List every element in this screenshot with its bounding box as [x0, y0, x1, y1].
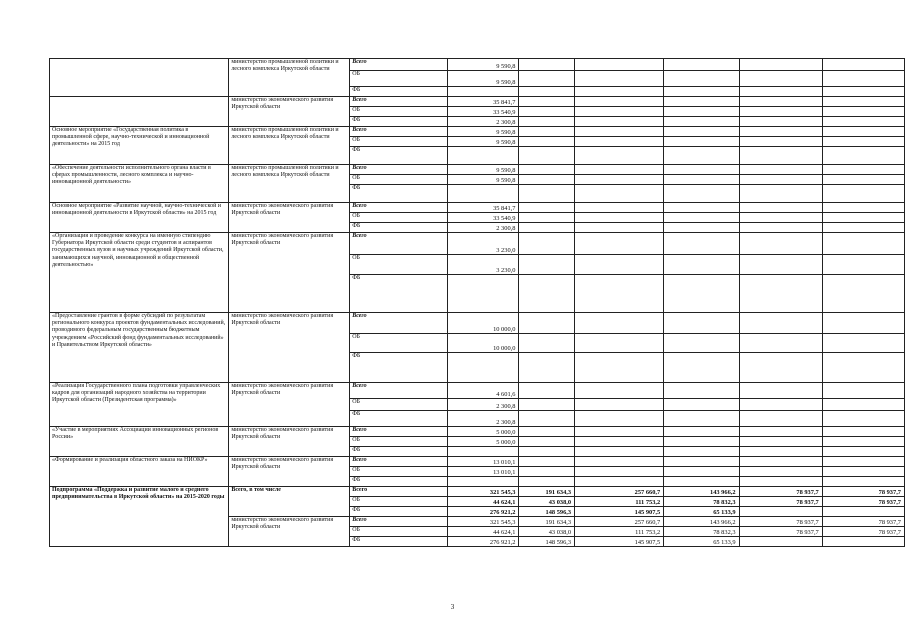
- amount-cell: [664, 59, 739, 71]
- amount-cell: [575, 59, 664, 71]
- amount-cell: [519, 275, 575, 313]
- amount-cell: 78 832,3: [664, 497, 739, 507]
- amount-cell: [739, 117, 822, 127]
- amount-cell: [822, 255, 904, 275]
- amount-cell: 35 841,7: [448, 203, 519, 213]
- amount-cell: [664, 437, 739, 447]
- executor-name: министерство экономического развития Иркутской области: [229, 203, 350, 233]
- table-row: [50, 427, 905, 437]
- amount-cell: [575, 117, 664, 127]
- amount-cell: [519, 185, 575, 203]
- amount-cell: [664, 107, 739, 117]
- amount-cell: 44 624,1: [448, 527, 519, 537]
- amount-cell: [575, 399, 664, 411]
- amount-cell: [519, 71, 575, 87]
- amount-cell: [822, 175, 904, 185]
- amount-cell: [519, 437, 575, 447]
- amount-cell: [575, 477, 664, 487]
- amount-cell: [575, 334, 664, 353]
- amount-cell: [822, 185, 904, 203]
- activity-name: Основное мероприятие «Развитие научной, научно-технической и инновационной деятельности в Иркутской области» на 2015 год: [50, 203, 229, 233]
- amount-cell: [739, 233, 822, 255]
- amount-cell: [822, 233, 904, 255]
- amount-cell: [575, 353, 664, 383]
- amount-cell: [575, 87, 664, 97]
- amount-cell: 3 230,0: [448, 233, 519, 255]
- amount-cell: [519, 175, 575, 185]
- amount-cell: 321 545,3: [448, 517, 519, 527]
- amount-cell: [822, 107, 904, 117]
- amount-cell: 111 753,2: [575, 527, 664, 537]
- table-row: [50, 313, 905, 334]
- amount-cell: [822, 383, 904, 399]
- funding-source: ОБ: [350, 137, 448, 147]
- table-row: [50, 203, 905, 213]
- amount-cell: [822, 87, 904, 97]
- funding-source: Всего: [350, 383, 448, 399]
- amount-cell: 65 133,9: [664, 507, 739, 517]
- amount-cell: [664, 137, 739, 147]
- funding-source: Всего: [350, 457, 448, 467]
- amount-cell: [739, 71, 822, 87]
- amount-cell: 44 624,1: [448, 497, 519, 507]
- amount-cell: [739, 427, 822, 437]
- amount-cell: [575, 97, 664, 107]
- amount-cell: [739, 203, 822, 213]
- amount-cell: [739, 59, 822, 71]
- table-row: [50, 59, 905, 71]
- amount-cell: [739, 87, 822, 97]
- amount-cell: [519, 255, 575, 275]
- amount-cell: 145 907,5: [575, 537, 664, 547]
- amount-cell: [664, 334, 739, 353]
- amount-cell: [519, 353, 575, 383]
- activity-name: Подпрограмма «Поддержка и развитие малого и среднего предпринимательства в Иркутской области» на 2015-2020 годы: [50, 487, 229, 547]
- amount-cell: [664, 427, 739, 437]
- amount-cell: [575, 383, 664, 399]
- amount-cell: [822, 507, 904, 517]
- amount-cell: [664, 147, 739, 165]
- amount-cell: [822, 477, 904, 487]
- funding-source: Всего: [350, 127, 448, 137]
- amount-cell: 78 937,7: [822, 497, 904, 507]
- executor-name: министерство промышленной политики и лесного комплекса Иркутской области: [229, 127, 350, 165]
- amount-cell: [575, 467, 664, 477]
- funding-source: Всего: [350, 97, 448, 107]
- amount-cell: 257 660,7: [575, 487, 664, 497]
- amount-cell: [575, 275, 664, 313]
- amount-cell: 10 000,0: [448, 334, 519, 353]
- amount-cell: [575, 233, 664, 255]
- activity-name: [50, 97, 229, 127]
- amount-cell: [739, 437, 822, 447]
- activity-name: «Организация и проведение конкурса на именную стипендию Губернатора Иркутской области среди студентов и аспирантов государственных вузов и научных учреждений Иркутской области, занимающихся научной, инновационной и общественной деятельностью»: [50, 233, 229, 313]
- amount-cell: [575, 107, 664, 117]
- amount-cell: [448, 87, 519, 97]
- funding-source: ОБ: [350, 255, 448, 275]
- amount-cell: [519, 127, 575, 137]
- table-row: [50, 487, 905, 497]
- amount-cell: 2 300,8: [448, 223, 519, 233]
- amount-cell: [575, 147, 664, 165]
- funding-source: ФБ: [350, 185, 448, 203]
- amount-cell: [822, 117, 904, 127]
- amount-cell: [664, 175, 739, 185]
- amount-cell: 276 921,2: [448, 507, 519, 517]
- amount-cell: [519, 203, 575, 213]
- amount-cell: 321 545,3: [448, 487, 519, 497]
- amount-cell: [739, 275, 822, 313]
- amount-cell: [519, 59, 575, 71]
- amount-cell: [448, 447, 519, 457]
- amount-cell: 33 540,9: [448, 107, 519, 117]
- amount-cell: [739, 107, 822, 117]
- executor-name: министерство экономического развития Иркутской области: [229, 383, 350, 427]
- amount-cell: [664, 477, 739, 487]
- funding-source: Всего: [350, 487, 448, 497]
- amount-cell: [519, 399, 575, 411]
- amount-cell: [664, 399, 739, 411]
- amount-cell: 9 590,8: [448, 71, 519, 87]
- amount-cell: [739, 447, 822, 457]
- amount-cell: 2 300,8: [448, 399, 519, 411]
- amount-cell: [739, 477, 822, 487]
- amount-cell: [822, 213, 904, 223]
- amount-cell: 143 966,2: [664, 517, 739, 527]
- amount-cell: 33 540,9: [448, 213, 519, 223]
- amount-cell: 148 596,3: [519, 507, 575, 517]
- amount-cell: [739, 467, 822, 477]
- amount-cell: [575, 437, 664, 447]
- executor-name: министерство промышленной политики и лесного комплекса Иркутской области: [229, 59, 350, 97]
- amount-cell: [575, 411, 664, 427]
- amount-cell: [519, 477, 575, 487]
- amount-cell: 43 038,0: [519, 527, 575, 537]
- amount-cell: [575, 203, 664, 213]
- amount-cell: [822, 97, 904, 107]
- funding-source: ФБ: [350, 447, 448, 457]
- amount-cell: [664, 213, 739, 223]
- amount-cell: 276 921,2: [448, 537, 519, 547]
- funding-source: ОБ: [350, 467, 448, 477]
- amount-cell: 9 590,8: [448, 165, 519, 175]
- amount-cell: [519, 87, 575, 97]
- amount-cell: [822, 437, 904, 447]
- amount-cell: [575, 255, 664, 275]
- amount-cell: [575, 457, 664, 467]
- funding-source: ФБ: [350, 353, 448, 383]
- amount-cell: [664, 97, 739, 107]
- amount-cell: [822, 147, 904, 165]
- amount-cell: [664, 87, 739, 97]
- amount-cell: [822, 127, 904, 137]
- amount-cell: [822, 275, 904, 313]
- amount-cell: [822, 165, 904, 175]
- amount-cell: [822, 411, 904, 427]
- amount-cell: 3 230,0: [448, 255, 519, 275]
- activity-name: «Реализация Государственного плана подготовки управленческих кадров для организаций народного хозяйства на территории Иркутской области (Президентская программа)»: [50, 383, 229, 427]
- funding-source: ОБ: [350, 107, 448, 117]
- amount-cell: [519, 457, 575, 467]
- amount-cell: [664, 353, 739, 383]
- amount-cell: 9 590,8: [448, 137, 519, 147]
- amount-cell: [664, 165, 739, 175]
- page-number: 3: [450, 603, 455, 611]
- amount-cell: [519, 147, 575, 165]
- amount-cell: [519, 447, 575, 457]
- executor-name: Всего, в том числе: [229, 487, 350, 517]
- amount-cell: [822, 223, 904, 233]
- amount-cell: 43 038,0: [519, 497, 575, 507]
- amount-cell: [739, 537, 822, 547]
- amount-cell: 78 937,7: [739, 497, 822, 507]
- amount-cell: [575, 71, 664, 87]
- amount-cell: 10 000,0: [448, 313, 519, 334]
- funding-source: ОБ: [350, 437, 448, 447]
- amount-cell: [822, 537, 904, 547]
- amount-cell: [575, 137, 664, 147]
- amount-cell: 65 133,9: [664, 537, 739, 547]
- amount-cell: 78 937,7: [739, 517, 822, 527]
- funding-source: ОБ: [350, 399, 448, 411]
- amount-cell: 78 832,3: [664, 527, 739, 537]
- funding-source: ФБ: [350, 147, 448, 165]
- funding-source: Всего: [350, 203, 448, 213]
- amount-cell: [575, 185, 664, 203]
- amount-cell: [575, 427, 664, 437]
- amount-cell: [739, 97, 822, 107]
- amount-cell: [739, 383, 822, 399]
- amount-cell: [664, 127, 739, 137]
- amount-cell: [739, 507, 822, 517]
- funding-source: Всего: [350, 313, 448, 334]
- amount-cell: [739, 255, 822, 275]
- amount-cell: [575, 313, 664, 334]
- amount-cell: [739, 313, 822, 334]
- amount-cell: 4 601,6: [448, 383, 519, 399]
- amount-cell: [519, 117, 575, 127]
- amount-cell: [448, 275, 519, 313]
- amount-cell: 5 000,0: [448, 427, 519, 437]
- amount-cell: 257 660,7: [575, 517, 664, 527]
- amount-cell: [822, 137, 904, 147]
- table-row: [50, 457, 905, 467]
- activity-name: «Участие в мероприятиях Ассоциации инновационных регионов России»: [50, 427, 229, 457]
- funding-source: ФБ: [350, 117, 448, 127]
- funding-source: Всего: [350, 59, 448, 71]
- amount-cell: 13 010,1: [448, 457, 519, 467]
- amount-cell: 145 907,5: [575, 507, 664, 517]
- amount-cell: [575, 223, 664, 233]
- amount-cell: [822, 399, 904, 411]
- amount-cell: [739, 411, 822, 427]
- amount-cell: [739, 165, 822, 175]
- amount-cell: [822, 427, 904, 437]
- amount-cell: [664, 467, 739, 477]
- table-row: [50, 165, 905, 175]
- amount-cell: [519, 97, 575, 107]
- amount-cell: [664, 313, 739, 334]
- amount-cell: 78 937,7: [739, 487, 822, 497]
- amount-cell: [822, 334, 904, 353]
- amount-cell: [739, 399, 822, 411]
- amount-cell: 9 590,8: [448, 59, 519, 71]
- amount-cell: [664, 71, 739, 87]
- amount-cell: 148 596,3: [519, 537, 575, 547]
- amount-cell: [575, 127, 664, 137]
- amount-cell: [664, 233, 739, 255]
- amount-cell: [519, 213, 575, 223]
- amount-cell: [519, 467, 575, 477]
- funding-source: ОБ: [350, 213, 448, 223]
- amount-cell: 78 937,7: [822, 487, 904, 497]
- executor-name: министерство экономического развития Иркутской области: [229, 517, 350, 547]
- funding-source: Всего: [350, 427, 448, 437]
- amount-cell: 2 300,8: [448, 117, 519, 127]
- funding-source: Всего: [350, 517, 448, 527]
- amount-cell: [519, 383, 575, 399]
- amount-cell: 191 634,3: [519, 517, 575, 527]
- amount-cell: [575, 213, 664, 223]
- amount-cell: [822, 313, 904, 334]
- amount-cell: [664, 457, 739, 467]
- amount-cell: 5 000,0: [448, 437, 519, 447]
- activity-name: [50, 59, 229, 97]
- table-row: [50, 127, 905, 137]
- table-row: [50, 383, 905, 399]
- amount-cell: [448, 185, 519, 203]
- activity-name: «Предоставление грантов в форме субсидий по результатам регионального конкурса проектов фундаментальных исследований, проводимого федеральным государственным бюджетным учреждением «Российский фонд фундаментальных исследований» и Правительством Иркутской области»: [50, 313, 229, 383]
- funding-source: ФБ: [350, 411, 448, 427]
- funding-source: ФБ: [350, 87, 448, 97]
- amount-cell: [664, 203, 739, 213]
- amount-cell: [822, 467, 904, 477]
- budget-table: [49, 58, 905, 547]
- funding-source: ФБ: [350, 537, 448, 547]
- amount-cell: [664, 275, 739, 313]
- funding-source: ОБ: [350, 71, 448, 87]
- amount-cell: [448, 477, 519, 487]
- amount-cell: [575, 447, 664, 457]
- amount-cell: [739, 223, 822, 233]
- amount-cell: [822, 59, 904, 71]
- executor-name: министерство экономического развития Иркутской области: [229, 313, 350, 383]
- amount-cell: 78 937,7: [739, 527, 822, 537]
- amount-cell: [739, 213, 822, 223]
- amount-cell: [575, 175, 664, 185]
- funding-source: ФБ: [350, 507, 448, 517]
- amount-cell: 35 841,7: [448, 97, 519, 107]
- table-row: [50, 97, 905, 107]
- amount-cell: [739, 137, 822, 147]
- amount-cell: [739, 334, 822, 353]
- funding-source: ФБ: [350, 223, 448, 233]
- amount-cell: 9 590,8: [448, 175, 519, 185]
- amount-cell: [519, 137, 575, 147]
- amount-cell: 191 634,3: [519, 487, 575, 497]
- amount-cell: [739, 353, 822, 383]
- funding-source: ОБ: [350, 527, 448, 537]
- amount-cell: [519, 427, 575, 437]
- amount-cell: 78 937,7: [822, 517, 904, 527]
- amount-cell: 78 937,7: [822, 527, 904, 537]
- amount-cell: 143 966,2: [664, 487, 739, 497]
- activity-name: Основное мероприятие «Государственная политика в промышленной сфере, научно-технической и инновационной деятельности» на 2015 год: [50, 127, 229, 165]
- executor-name: министерство экономического развития Иркутской области: [229, 97, 350, 127]
- amount-cell: [822, 353, 904, 383]
- amount-cell: [664, 117, 739, 127]
- amount-cell: [664, 185, 739, 203]
- amount-cell: [448, 147, 519, 165]
- amount-cell: 111 753,2: [575, 497, 664, 507]
- amount-cell: [664, 223, 739, 233]
- executor-name: министерство экономического развития Иркутской области: [229, 427, 350, 457]
- amount-cell: [664, 411, 739, 427]
- activity-name: «Формирование и реализация областного заказа на НИОКР»: [50, 457, 229, 487]
- executor-name: министерство экономического развития Иркутской области: [229, 457, 350, 487]
- funding-source: Всего: [350, 165, 448, 175]
- amount-cell: [448, 353, 519, 383]
- funding-source: ФБ: [350, 477, 448, 487]
- amount-cell: [575, 165, 664, 175]
- amount-cell: [822, 203, 904, 213]
- funding-source: ФБ: [350, 275, 448, 313]
- funding-source: ОБ: [350, 334, 448, 353]
- amount-cell: [739, 185, 822, 203]
- table-row: [50, 233, 905, 255]
- funding-source: Всего: [350, 233, 448, 255]
- executor-name: министерство промышленной политики и лесного комплекса Иркутской области: [229, 165, 350, 203]
- amount-cell: [739, 457, 822, 467]
- executor-name: министерство экономического развития Иркутской области: [229, 233, 350, 313]
- amount-cell: [739, 147, 822, 165]
- amount-cell: 9 590,8: [448, 127, 519, 137]
- amount-cell: [664, 255, 739, 275]
- amount-cell: [822, 447, 904, 457]
- amount-cell: [519, 233, 575, 255]
- amount-cell: [519, 107, 575, 117]
- amount-cell: [739, 127, 822, 137]
- amount-cell: [822, 457, 904, 467]
- amount-cell: [519, 223, 575, 233]
- amount-cell: [519, 165, 575, 175]
- amount-cell: [739, 175, 822, 185]
- activity-name: «Обеспечение деятельности исполнительного органа власти в сферах промышленности, лесного комплекса и научно-инновационной деятельности»: [50, 165, 229, 203]
- amount-cell: 13 010,1: [448, 467, 519, 477]
- amount-cell: [664, 383, 739, 399]
- amount-cell: [822, 71, 904, 87]
- amount-cell: [519, 411, 575, 427]
- amount-cell: [519, 313, 575, 334]
- funding-source: ОБ: [350, 175, 448, 185]
- amount-cell: [519, 334, 575, 353]
- amount-cell: [664, 447, 739, 457]
- amount-cell: 2 300,8: [448, 411, 519, 427]
- funding-source: ОБ: [350, 497, 448, 507]
